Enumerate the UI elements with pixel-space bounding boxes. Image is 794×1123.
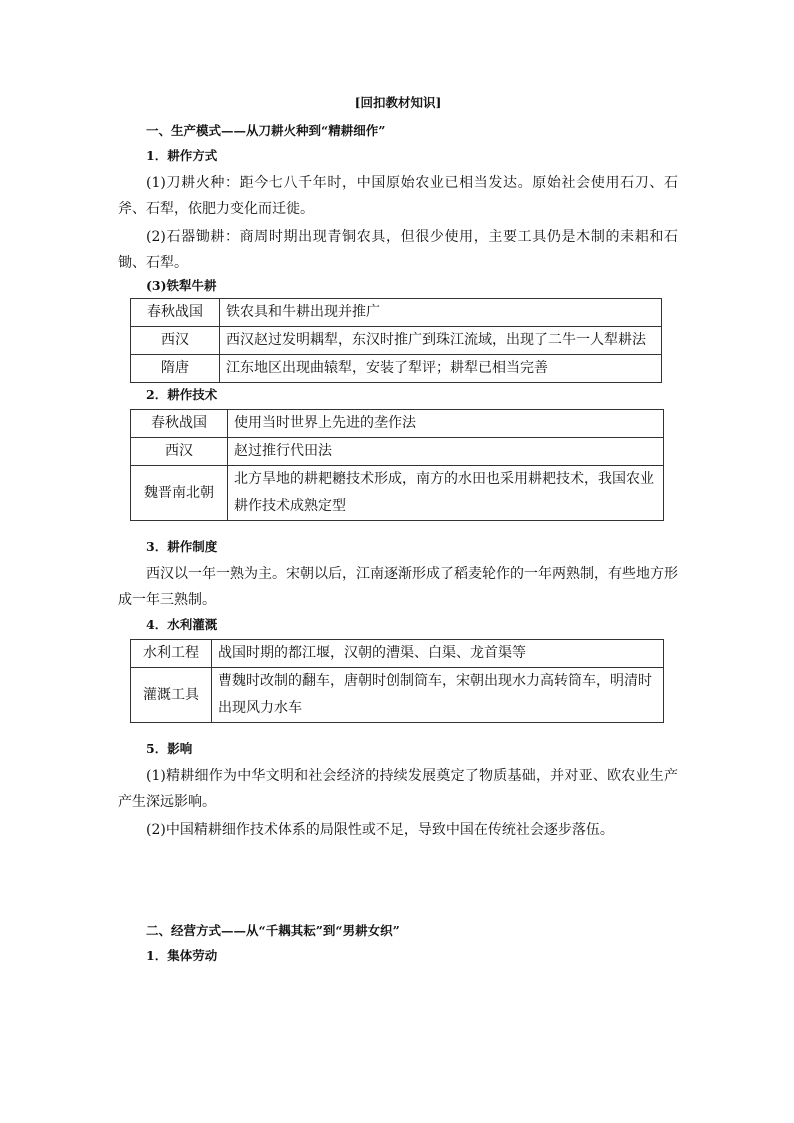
- table-row: [131, 410, 664, 438]
- table-cell-desc: 战国时期的都江堰，汉朝的漕渠、白渠、龙首渠等: [212, 640, 664, 668]
- table-cell-period: 春秋战国: [131, 299, 220, 327]
- paragraph-stone-hoe: (2)石器锄耕：商周时期出现青铜农具，但很少使用，主要工具仍是木制的耒耜和石锄、石犁。: [118, 229, 678, 271]
- subsection-collective-labor-heading: 1．集体劳动: [146, 948, 218, 963]
- table-cell-desc: 曹魏时改制的翻车，唐朝时创制筒车，宋朝出现水力高转筒车，明清时出现风力水车: [212, 668, 664, 723]
- table-cell-desc: 铁农具和牛耕出现并推广: [220, 299, 662, 327]
- paragraph-farming-system: 西汉以一年一熟为主。宋朝以后，江南逐渐形成了稻麦轮作的一年两熟制，有些地方形成一年三熟制。: [118, 566, 678, 608]
- table-cell-period: 隋唐: [131, 355, 220, 383]
- section-1-heading: 一、生产模式——从刀耕火种到“精耕细作”: [146, 123, 386, 138]
- table-cell-desc: 使用当时世界上先进的垄作法: [228, 410, 664, 438]
- paragraph-slash-and-burn: (1)刀耕火种：距今七八千年时，中国原始农业已相当发达。原始社会使用石刀、石斧、石犁，依肥力变化而迁徙。: [118, 175, 678, 217]
- subsection-4-heading: 4．水利灌溉: [146, 617, 218, 632]
- table-row: [131, 640, 664, 668]
- subheading-iron-plough: (3)铁犁牛耕: [146, 278, 217, 293]
- table-cell-period: 水利工程: [131, 640, 212, 668]
- subsection-2-heading: 2．耕作技术: [146, 387, 218, 402]
- table-irrigation: [130, 639, 664, 723]
- table-row: [131, 466, 664, 521]
- page-title: [回扣教材知识]: [354, 95, 442, 110]
- table-row: [131, 299, 662, 327]
- table-row: [131, 355, 662, 383]
- table-row: [131, 327, 662, 355]
- table-row: [131, 668, 664, 723]
- subsection-3-heading: 3．耕作制度: [146, 539, 218, 554]
- table-cell-period: 魏晋南北朝: [131, 466, 228, 521]
- document-page: [118, 95, 678, 970]
- paragraph-impact-2: (2)中国精耕细作技术体系的局限性或不足，导致中国在传统社会逐步落伍。: [146, 822, 614, 838]
- table-farming-technique: [130, 409, 664, 521]
- table-cell-desc: 北方旱地的耕耙耱技术形成，南方的水田也采用耕耙技术，我国农业耕作技术成熟定型: [228, 466, 664, 521]
- table-cell-period: 西汉: [131, 327, 220, 355]
- table-row: [131, 438, 664, 466]
- section-2-heading: 二、经营方式——从“千耦其耘”到“男耕女织”: [146, 923, 400, 938]
- table-cell-period: 春秋战国: [131, 410, 228, 438]
- table-cell-desc: 西汉赵过发明耦犁，东汉时推广到珠江流域，出现了二牛一人犁耕法: [220, 327, 662, 355]
- subsection-5-heading: 5．影响: [146, 741, 193, 756]
- table-cell-desc: 赵过推行代田法: [228, 438, 664, 466]
- table-iron-plough: [130, 298, 662, 383]
- table-cell-desc: 江东地区出现曲辕犁，安装了犁评；耕犁已相当完善: [220, 355, 662, 383]
- paragraph-impact-1: (1)精耕细作为中华文明和社会经济的持续发展奠定了物质基础，并对亚、欧农业生产产生深远影响。: [118, 768, 678, 810]
- table-cell-period: 灌溉工具: [131, 668, 212, 723]
- subsection-1-heading: 1．耕作方式: [146, 148, 218, 163]
- table-cell-period: 西汉: [131, 438, 228, 466]
